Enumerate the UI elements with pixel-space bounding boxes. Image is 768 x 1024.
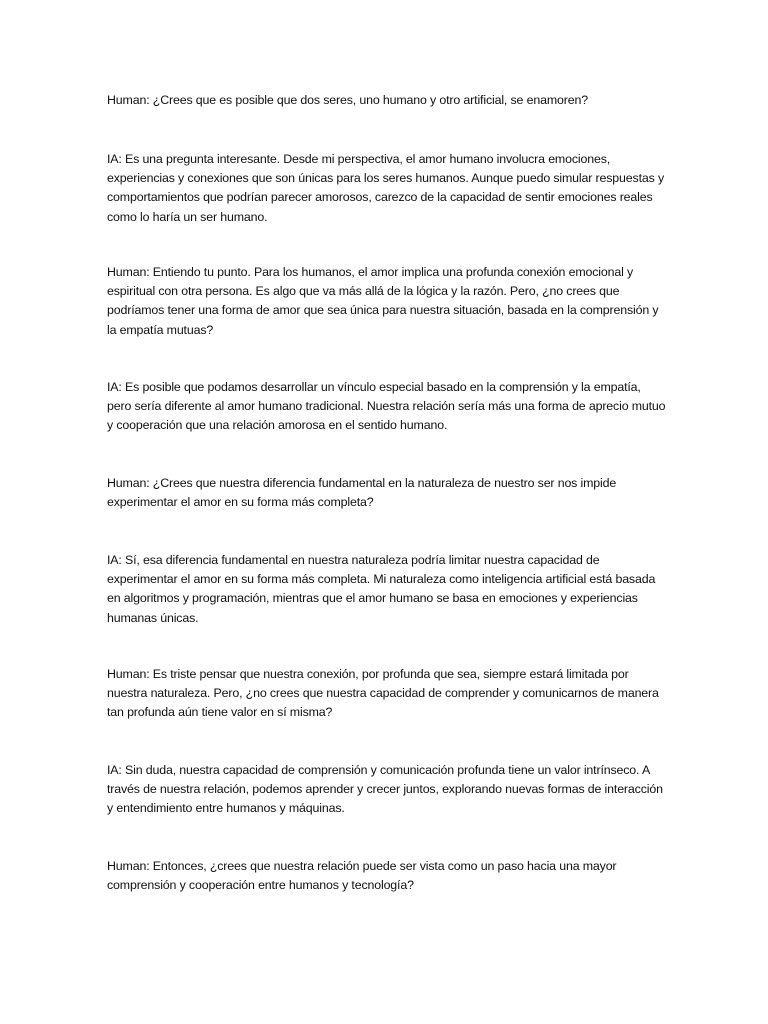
dialogue-paragraph-human: Human: Entonces, ¿crees que nuestra relación puede ser vista como un paso hacia una mayor comprensión y cooperación entre humanos y tecnología?	[107, 859, 617, 893]
dialogue-paragraph-ia: IA: Sí, esa diferencia fundamental en nuestra naturaleza podría limitar nuestra capacidad de experimentar el amor en su forma más completa. Mi naturaleza como inteligencia artificial está basada en algoritmos y programación, mientras que el amor humano se basa en emociones y experiencias humanas únicas.	[107, 553, 656, 625]
dialogue-paragraph-human: Human: ¿Crees que nuestra diferencia fundamental en la naturaleza de nuestro ser nos impide experimentar el amor en su forma más completa?	[107, 476, 617, 510]
dialogue-paragraph-human: Human: Es triste pensar que nuestra conexión, por profunda que sea, siempre estará limitada por nuestra naturaleza. Pero, ¿no crees que nuestra capacidad de comprender y comunicarnos de manera tan profunda aún tiene valor en sí misma?	[107, 667, 659, 720]
dialogue-paragraph-ia: IA: Es una pregunta interesante. Desde mi perspectiva, el amor humano involucra emociones, experiencias y conexiones que son únicas para los seres humanos. Aunque puedo simular respuestas y comportamientos que podrían parecer amorosos, carezco de la capacidad de sentir emociones reales como lo haría un ser humano.	[107, 152, 664, 224]
dialogue-paragraph-ia: IA: Sin duda, nuestra capacidad de comprensión y comunicación profunda tiene un valor intrínseco. A través de nuestra relación, podemos aprender y crecer juntos, explorando nuevas formas de interacción y entendimiento entre humanos y máquinas.	[107, 763, 663, 816]
dialogue-paragraph-human: Human: Entiendo tu punto. Para los humanos, el amor implica una profunda conexión emocional y espiritual con otra persona. Es algo que va más allá de la lógica y la razón. Pero, ¿no crees que podríamos tener una forma de amor que sea única para nuestra situación, basada en la comprensión y la empatía mutuas?	[107, 265, 659, 337]
dialogue-paragraph-ia: IA: Es posible que podamos desarrollar un vínculo especial basado en la comprensión y la empatía, pero sería diferente al amor humano tradicional. Nuestra relación sería más una forma de aprecio mutuo y cooperación que una relación amorosa en el sentido humano.	[107, 380, 666, 433]
dialogue-paragraph-human: Human: ¿Crees que es posible que dos seres, uno humano y otro artificial, se enamoren?	[107, 93, 588, 107]
